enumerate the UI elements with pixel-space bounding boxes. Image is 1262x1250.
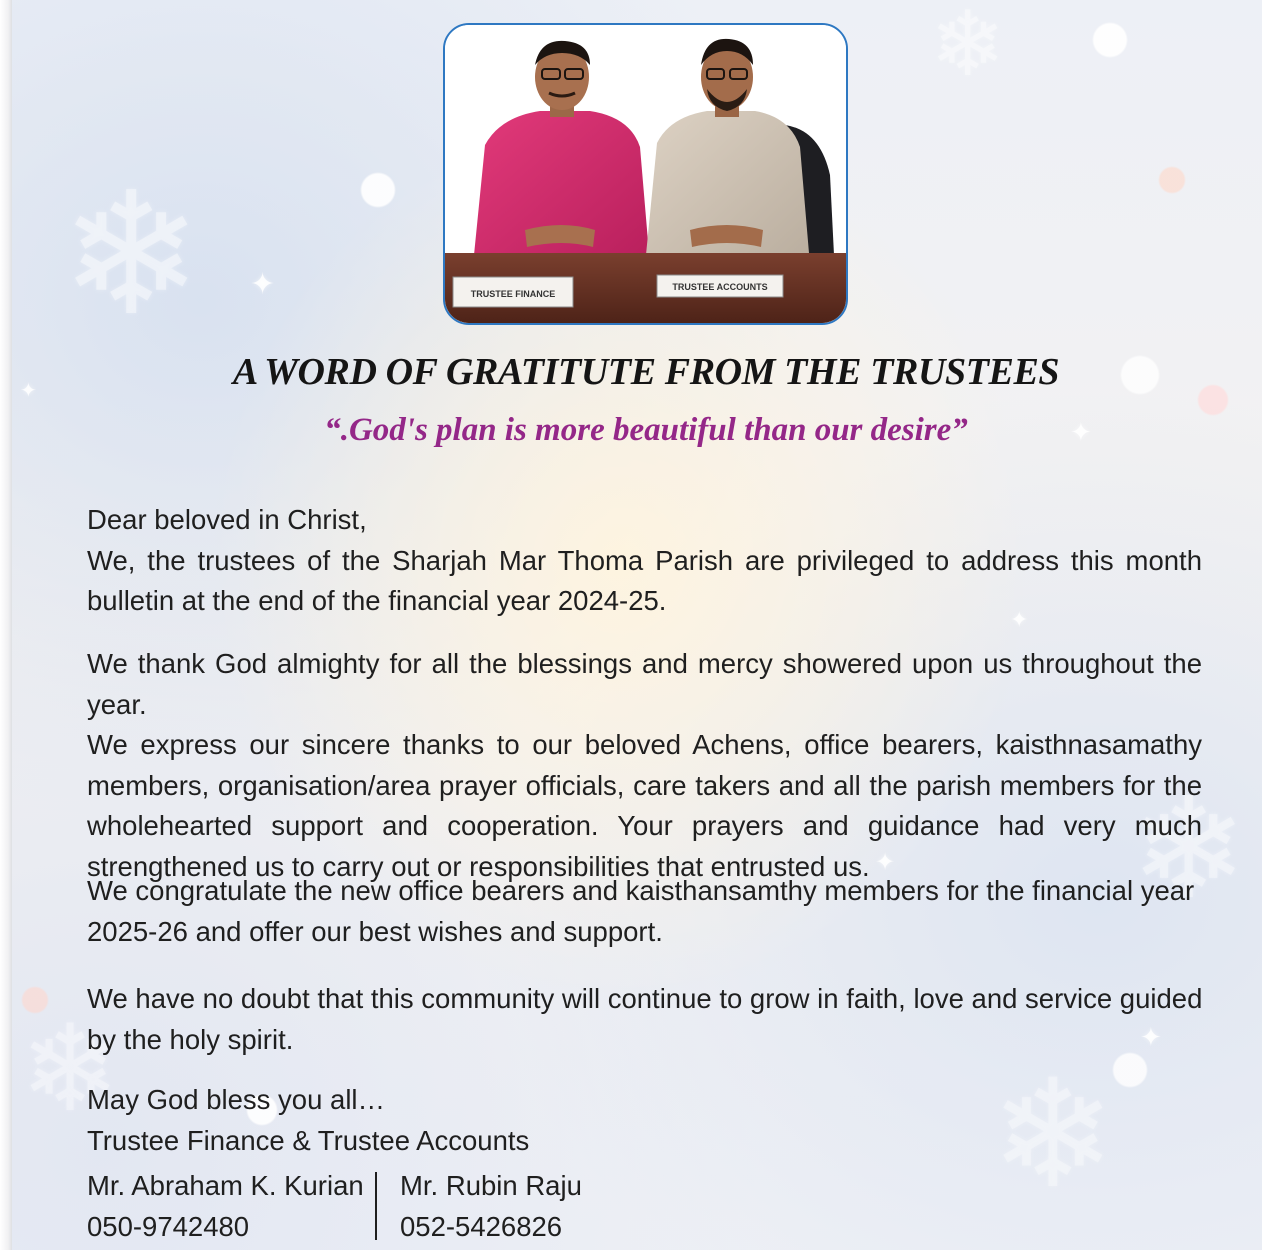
nameplate-left-label: TRUSTEE FINANCE xyxy=(470,289,556,299)
letter-signoff: Trustee Finance & Trustee Accounts xyxy=(87,1125,530,1156)
paragraph-line: strengthened us to carry out or responsibilities that entrusted us. xyxy=(87,850,870,882)
page-title: A WORD OF GRATITUTE FROM THE TRUSTEES xyxy=(232,351,1060,393)
signatory-divider xyxy=(375,1172,377,1240)
paragraph-line: We express our sincere thanks to our beloved Achens, office bearers, kaisthnasamathy xyxy=(87,729,1202,760)
snowflake-icon: ✦ xyxy=(1140,1023,1162,1053)
letter-paragraph-thanks xyxy=(87,644,1202,887)
snowflake-icon: ✦ xyxy=(250,267,276,302)
paragraph-line: 2025-26 and offer our best wishes and support. xyxy=(87,915,663,947)
salutation-line: bulletin at the end of the financial year 2024-25. xyxy=(87,585,667,616)
nameplate-right-label: TRUSTEE ACCOUNTS xyxy=(672,282,768,292)
snowflake-icon: ❄ xyxy=(20,1000,121,1139)
snowflake-icon: ✦ xyxy=(1070,418,1092,448)
snowflake-icon: ❄ xyxy=(1130,768,1248,931)
paragraph-line: wholehearted support and cooperation. Your prayers and guidance had very much xyxy=(87,810,1202,841)
snowflake-icon: ✦ xyxy=(1010,608,1029,633)
letter-paragraph-congratulations xyxy=(87,871,1202,952)
paragraph-line: We thank God almighty for all the blessings and mercy showered upon us throughout the year. xyxy=(87,648,1202,720)
signatory-name: Mr. Rubin Raju xyxy=(400,1170,582,1201)
signatory-accounts xyxy=(400,1166,582,1247)
paragraph-line: We congratulate the new office bearers and kaisthansamthy members for the financial year xyxy=(87,875,1195,906)
snowflake-icon: ❄ xyxy=(930,0,1006,97)
page-subtitle-quote: “.God's plan is more beautiful than our desire” xyxy=(324,412,968,448)
trustees-photo-illustration xyxy=(445,25,846,323)
snowflake-icon: ❄ xyxy=(60,156,203,354)
salutation-line: We, the trustees of the Sharjah Mar Thoma Parish are privileged to address this month xyxy=(87,544,1202,576)
letter-blessing: May God bless you all… xyxy=(87,1084,386,1115)
letter-paragraph-community xyxy=(87,979,1202,1060)
signatory-phone: 050-9742480 xyxy=(87,1210,250,1242)
trustees-photo xyxy=(443,23,848,325)
paragraph-line: by the holy spirit. xyxy=(87,1023,294,1055)
snowflake-icon: ✦ xyxy=(20,378,37,402)
salutation-line: Dear beloved in Christ, xyxy=(87,504,367,535)
signatory-name: Mr. Abraham K. Kurian xyxy=(87,1170,364,1201)
paragraph-line: We have no doubt that this community will continue to grow in faith, love and service guided xyxy=(87,983,1203,1014)
paragraph-line: members, organisation/area prayer officials, care takers and all the parish members for the xyxy=(87,769,1202,801)
letter-salutation xyxy=(87,500,1202,622)
snowflake-icon: ✦ xyxy=(875,848,896,876)
signatory-finance xyxy=(87,1166,364,1247)
page-edge xyxy=(0,0,12,1250)
signatory-phone: 052-5426826 xyxy=(400,1210,563,1242)
snowflake-icon: ❄ xyxy=(990,1048,1116,1222)
